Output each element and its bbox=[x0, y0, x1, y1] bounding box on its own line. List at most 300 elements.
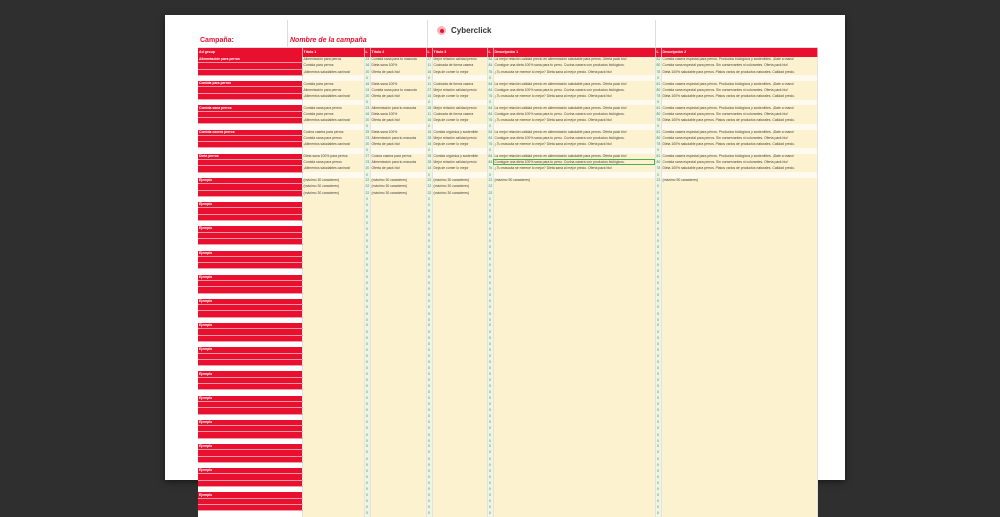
text-cell[interactable]: (máximo 30 caracteres) bbox=[302, 190, 364, 196]
length-cell[interactable]: 0 bbox=[426, 384, 432, 390]
length-cell[interactable]: 76 bbox=[488, 93, 493, 98]
length-cell[interactable]: 0 bbox=[487, 311, 493, 317]
length-cell[interactable]: 0 bbox=[487, 238, 493, 244]
length-cell[interactable]: 80 bbox=[656, 111, 661, 116]
text-cell[interactable] bbox=[493, 511, 655, 517]
length-cell[interactable]: 0 bbox=[487, 462, 493, 468]
length-cell[interactable]: 0 bbox=[426, 347, 432, 353]
text-cell[interactable]: Dieta sana 100% bbox=[370, 130, 426, 136]
text-cell[interactable]: Comida para perros bbox=[302, 111, 364, 117]
length-cell[interactable]: 0 bbox=[487, 444, 493, 450]
text-cell[interactable]: Mejor relación calidad precio bbox=[432, 57, 487, 63]
length-cell[interactable]: 76 bbox=[488, 69, 493, 74]
length-cell[interactable]: 0 bbox=[364, 474, 370, 480]
length-cell[interactable]: 78 bbox=[656, 142, 661, 147]
length-cell[interactable]: 0 bbox=[487, 353, 493, 359]
length-cell[interactable]: 11 bbox=[427, 81, 432, 86]
length-cell[interactable]: 0 bbox=[364, 208, 370, 214]
length-cell[interactable]: 0 bbox=[364, 221, 370, 227]
length-cell[interactable]: 0 bbox=[364, 280, 370, 286]
text-cell[interactable]: Deja de comer lo mejor bbox=[432, 166, 487, 172]
length-cell[interactable]: 0 bbox=[487, 474, 493, 480]
length-cell[interactable]: 24 bbox=[365, 87, 370, 92]
text-cell[interactable]: Deja de comer lo mejor bbox=[432, 142, 487, 148]
length-cell[interactable]: 22 bbox=[427, 184, 432, 189]
length-cell[interactable]: 0 bbox=[487, 269, 493, 275]
text-cell[interactable]: (máximo 30 caracteres) bbox=[302, 184, 364, 190]
length-cell[interactable]: 0 bbox=[426, 401, 432, 407]
length-cell[interactable]: 0 bbox=[426, 377, 432, 383]
length-cell[interactable]: 20 bbox=[365, 93, 370, 98]
length-cell[interactable]: 0 bbox=[364, 384, 370, 390]
length-cell[interactable]: 84 bbox=[488, 81, 493, 86]
length-cell[interactable]: 0 bbox=[364, 414, 370, 420]
text-cell[interactable]: Cocinada de forma casera bbox=[432, 63, 487, 69]
text-cell[interactable]: Comida orgánica y sostenible bbox=[432, 130, 487, 136]
length-cell[interactable]: 0 bbox=[655, 196, 661, 202]
length-cell[interactable]: 80 bbox=[656, 63, 661, 68]
length-cell[interactable]: 81 bbox=[656, 129, 661, 134]
column-header[interactable]: Título 3 bbox=[432, 48, 487, 57]
text-cell[interactable] bbox=[661, 511, 817, 517]
text-cell[interactable]: Dieta sana 100% bbox=[370, 81, 426, 87]
length-cell[interactable]: 0 bbox=[655, 438, 661, 444]
length-cell[interactable]: 0 bbox=[364, 269, 370, 275]
length-cell[interactable]: 0 bbox=[655, 299, 661, 305]
length-cell[interactable]: 0 bbox=[655, 172, 661, 178]
length-cell[interactable]: 0 bbox=[426, 293, 432, 299]
length-cell[interactable]: 0 bbox=[655, 511, 661, 517]
length-cell[interactable]: 0 bbox=[426, 280, 432, 286]
length-cell[interactable]: 0 bbox=[487, 347, 493, 353]
text-cell[interactable]: (máximo 30 caracteres) bbox=[432, 178, 487, 184]
length-cell[interactable]: 22 bbox=[656, 178, 661, 183]
length-cell[interactable]: 0 bbox=[655, 426, 661, 432]
length-cell[interactable]: 0 bbox=[487, 172, 493, 178]
text-cell[interactable]: Comida casera especial para perros. Productos biológicos y sostenibles. ¡Date a mano! bbox=[661, 154, 817, 160]
text-cell[interactable]: La mejor relación calidad precio en alimentación saludable para perros. Oferta pack bio! bbox=[493, 154, 655, 160]
length-cell[interactable]: 0 bbox=[426, 414, 432, 420]
length-cell[interactable]: 0 bbox=[655, 202, 661, 208]
text-cell[interactable]: (máximo 30 caracteres) bbox=[302, 178, 364, 184]
length-cell[interactable]: 81 bbox=[656, 105, 661, 110]
length-cell[interactable]: 80 bbox=[656, 136, 661, 140]
length-cell[interactable]: 0 bbox=[487, 390, 493, 396]
length-cell[interactable]: 0 bbox=[655, 317, 661, 323]
length-cell[interactable]: 0 bbox=[487, 100, 493, 106]
campaign-name-field[interactable]: Nombre de la campaña bbox=[290, 37, 367, 44]
length-cell[interactable]: 20 bbox=[365, 69, 370, 74]
length-cell[interactable]: 16 bbox=[427, 118, 432, 123]
text-cell[interactable]: Dieta 100% saludable para perros. Platos varios de productos naturales. Calidad precio. bbox=[661, 69, 817, 75]
text-cell[interactable]: ¡Alimentos saludables caninos! bbox=[302, 93, 364, 99]
length-cell[interactable]: 0 bbox=[655, 238, 661, 244]
length-cell[interactable]: 0 bbox=[364, 511, 370, 517]
length-cell[interactable]: 0 bbox=[487, 384, 493, 390]
length-cell[interactable]: 0 bbox=[364, 420, 370, 426]
column-header[interactable]: L bbox=[426, 48, 432, 57]
length-cell[interactable]: 24 bbox=[365, 57, 370, 62]
length-cell[interactable]: 0 bbox=[655, 263, 661, 269]
length-cell[interactable]: 0 bbox=[364, 335, 370, 341]
text-cell[interactable]: Oferta de pack bio! bbox=[370, 166, 426, 172]
length-cell[interactable]: 0 bbox=[364, 263, 370, 269]
text-cell[interactable]: Comida sana para perros bbox=[302, 135, 364, 141]
text-cell[interactable]: Comida sana especial para perros. Sin conservantes ni colorantes. Oferta pack bio! bbox=[661, 135, 817, 141]
length-cell[interactable]: 0 bbox=[487, 323, 493, 329]
length-cell[interactable]: 0 bbox=[364, 487, 370, 493]
length-cell[interactable]: 0 bbox=[487, 438, 493, 444]
length-cell[interactable]: 76 bbox=[488, 166, 493, 171]
ad-group-cell[interactable]: Comida para perros bbox=[198, 81, 302, 87]
length-cell[interactable]: 0 bbox=[655, 184, 661, 190]
length-cell[interactable]: 0 bbox=[364, 366, 370, 372]
length-cell[interactable]: 16 bbox=[427, 93, 432, 98]
length-cell[interactable]: 27 bbox=[365, 154, 370, 159]
length-cell[interactable]: 0 bbox=[655, 245, 661, 251]
text-cell[interactable]: Oferta de pack bio! bbox=[370, 69, 426, 75]
length-cell[interactable]: 0 bbox=[655, 420, 661, 426]
length-cell[interactable]: 16 bbox=[365, 81, 370, 86]
text-cell[interactable]: (máximo 30 caracteres) bbox=[432, 184, 487, 190]
length-cell[interactable]: 0 bbox=[364, 232, 370, 238]
length-cell[interactable]: 0 bbox=[487, 359, 493, 365]
column-header[interactable]: L bbox=[487, 48, 493, 57]
length-cell[interactable]: 28 bbox=[427, 136, 432, 140]
text-cell[interactable]: Comida sana especial para perros. Sin conservantes ni colorantes. Oferta pack bio! bbox=[661, 160, 817, 166]
text-cell[interactable]: La mejor relación calidad precio en alimentación saludable para perros. Oferta pack bio! bbox=[493, 105, 655, 111]
length-cell[interactable]: 0 bbox=[426, 251, 432, 257]
ad-group-cell[interactable]: Dieta perros bbox=[198, 154, 302, 160]
length-cell[interactable]: 0 bbox=[426, 323, 432, 329]
ad-group-cell[interactable]: Ejemplo bbox=[198, 396, 302, 402]
length-cell[interactable]: 0 bbox=[426, 305, 432, 311]
length-cell[interactable]: 0 bbox=[655, 414, 661, 420]
length-cell[interactable]: 0 bbox=[426, 75, 432, 81]
length-cell[interactable]: 0 bbox=[426, 202, 432, 208]
length-cell[interactable]: 0 bbox=[426, 208, 432, 214]
text-cell[interactable]: Comida sana especial para perros. Sin conservantes ni colorantes. Oferta pack bio! bbox=[661, 111, 817, 117]
length-cell[interactable]: 0 bbox=[655, 450, 661, 456]
length-cell[interactable]: 81 bbox=[656, 154, 661, 159]
length-cell[interactable]: 0 bbox=[655, 353, 661, 359]
length-cell[interactable]: 0 bbox=[487, 75, 493, 81]
text-cell[interactable]: Deja de comer lo mejor bbox=[432, 93, 487, 99]
length-cell[interactable]: 22 bbox=[427, 190, 432, 195]
text-cell[interactable]: Mejor relación calidad precio bbox=[432, 87, 487, 93]
length-cell[interactable]: 0 bbox=[364, 317, 370, 323]
length-cell[interactable]: 0 bbox=[426, 341, 432, 347]
ad-group-cell[interactable]: Ejemplo bbox=[198, 492, 302, 498]
text-cell[interactable] bbox=[432, 511, 487, 517]
length-cell[interactable]: 0 bbox=[655, 401, 661, 407]
length-cell[interactable]: 78 bbox=[656, 118, 661, 123]
length-cell[interactable]: 0 bbox=[364, 305, 370, 311]
ad-group-cell[interactable]: Ejemplo bbox=[198, 420, 302, 426]
length-cell[interactable]: 0 bbox=[487, 232, 493, 238]
ad-group-cell[interactable]: Comida casera perros bbox=[198, 130, 302, 136]
length-cell[interactable]: 0 bbox=[364, 341, 370, 347]
length-cell[interactable]: 0 bbox=[487, 299, 493, 305]
length-cell[interactable]: 0 bbox=[655, 75, 661, 81]
length-cell[interactable]: 0 bbox=[426, 390, 432, 396]
length-cell[interactable]: 22 bbox=[365, 190, 370, 195]
length-cell[interactable]: 0 bbox=[426, 511, 432, 517]
length-cell[interactable]: 0 bbox=[364, 401, 370, 407]
text-cell[interactable]: Mejor relación calidad precio bbox=[432, 105, 487, 111]
text-cell[interactable]: Comida casera especial para perros. Productos biológicos y sostenibles. ¡Date a mano! bbox=[661, 57, 817, 63]
length-cell[interactable]: 16 bbox=[427, 142, 432, 147]
length-cell[interactable]: 76 bbox=[488, 142, 493, 147]
text-cell[interactable]: ¿Tu mascota se merece lo mejor? Dieta sana al mejor precio. Oferta pack bio! bbox=[493, 117, 655, 123]
length-cell[interactable]: 0 bbox=[487, 287, 493, 293]
text-cell[interactable]: Comida casera especial para perros. Productos biológicos y sostenibles. ¡Date a mano! bbox=[661, 81, 817, 87]
length-cell[interactable]: 0 bbox=[487, 280, 493, 286]
length-cell[interactable]: 0 bbox=[426, 245, 432, 251]
text-cell[interactable]: Oferta de pack bio! bbox=[370, 142, 426, 148]
length-cell[interactable]: 0 bbox=[487, 214, 493, 220]
length-cell[interactable]: 0 bbox=[655, 232, 661, 238]
length-cell[interactable]: 0 bbox=[426, 408, 432, 414]
text-cell[interactable]: Dieta sana 100% para perros bbox=[302, 154, 364, 160]
length-cell[interactable]: 0 bbox=[426, 269, 432, 275]
length-cell[interactable]: 0 bbox=[487, 341, 493, 347]
text-cell[interactable]: ¿Tu mascota se merece lo mejor? Dieta sana al mejor precio. Oferta pack bio! bbox=[493, 142, 655, 148]
length-cell[interactable]: 0 bbox=[655, 432, 661, 438]
text-cell[interactable]: (máximo 30 caracteres) bbox=[370, 178, 426, 184]
length-cell[interactable]: 0 bbox=[426, 256, 432, 262]
length-cell[interactable]: 20 bbox=[365, 118, 370, 123]
text-cell[interactable]: (máximo 90 caracteres) bbox=[661, 178, 817, 184]
column-header[interactable]: Descripción 2 bbox=[661, 48, 817, 57]
length-cell[interactable]: 0 bbox=[655, 100, 661, 106]
length-cell[interactable]: 0 bbox=[364, 444, 370, 450]
length-cell[interactable]: 0 bbox=[487, 456, 493, 462]
length-cell[interactable]: 0 bbox=[364, 214, 370, 220]
length-cell[interactable]: 0 bbox=[487, 196, 493, 202]
length-cell[interactable]: 0 bbox=[487, 504, 493, 510]
text-cell[interactable]: Consigue una dieta 100% sana para tu perro. Cocina casera con productos biológicos. bbox=[493, 87, 655, 93]
text-cell[interactable]: Dieta 100% saludable para perros. Platos varios de productos naturales. Calidad precio. bbox=[661, 166, 817, 172]
length-cell[interactable]: 0 bbox=[426, 214, 432, 220]
column-header[interactable]: L bbox=[655, 48, 661, 57]
length-cell[interactable]: 0 bbox=[364, 492, 370, 498]
text-cell[interactable]: Dieta sana 100% bbox=[370, 111, 426, 117]
length-cell[interactable]: 0 bbox=[655, 408, 661, 414]
text-cell[interactable]: Comida sana para tu mascota bbox=[370, 87, 426, 93]
length-cell[interactable]: 0 bbox=[487, 408, 493, 414]
text-cell[interactable]: Oferta de pack bio! bbox=[370, 117, 426, 123]
length-cell[interactable]: 22 bbox=[365, 184, 370, 189]
length-cell[interactable]: 0 bbox=[487, 124, 493, 130]
length-cell[interactable]: 0 bbox=[655, 396, 661, 402]
text-cell[interactable] bbox=[370, 511, 426, 517]
length-cell[interactable]: 22 bbox=[488, 178, 493, 183]
length-cell[interactable]: 0 bbox=[655, 474, 661, 480]
length-cell[interactable]: 0 bbox=[426, 498, 432, 504]
text-cell[interactable]: La mejor relación calidad precio en alimentación saludable para perros. Oferta pack bio! bbox=[493, 130, 655, 136]
text-cell[interactable]: La mejor relación calidad precio en alimentación saludable para perros. Oferta pack bio! bbox=[493, 57, 655, 63]
length-cell[interactable]: 0 bbox=[426, 438, 432, 444]
length-cell[interactable]: 76 bbox=[488, 118, 493, 123]
length-cell[interactable]: 0 bbox=[655, 498, 661, 504]
length-cell[interactable]: 78 bbox=[656, 69, 661, 74]
text-cell[interactable]: Dieta 100% saludable para perros. Platos varios de productos naturales. Calidad precio. bbox=[661, 142, 817, 148]
text-cell[interactable]: ¿Tu mascota se merece lo mejor? Dieta sana al mejor precio. Oferta pack bio! bbox=[493, 69, 655, 75]
length-cell[interactable]: 0 bbox=[364, 450, 370, 456]
length-cell[interactable]: 78 bbox=[656, 93, 661, 98]
length-cell[interactable]: 0 bbox=[487, 305, 493, 311]
length-cell[interactable]: 0 bbox=[487, 226, 493, 232]
length-cell[interactable]: 0 bbox=[487, 263, 493, 269]
length-cell[interactable]: 0 bbox=[487, 256, 493, 262]
length-cell[interactable]: 0 bbox=[487, 487, 493, 493]
length-cell[interactable]: 0 bbox=[487, 148, 493, 154]
length-cell[interactable]: 0 bbox=[655, 341, 661, 347]
length-cell[interactable]: 22 bbox=[365, 178, 370, 183]
length-cell[interactable]: 0 bbox=[487, 329, 493, 335]
length-cell[interactable]: 28 bbox=[427, 160, 432, 165]
length-cell[interactable]: 0 bbox=[364, 124, 370, 130]
length-cell[interactable]: 84 bbox=[488, 136, 493, 140]
length-cell[interactable]: 0 bbox=[655, 226, 661, 232]
length-cell[interactable]: 0 bbox=[655, 504, 661, 510]
length-cell[interactable]: 22 bbox=[427, 178, 432, 183]
length-cell[interactable]: 0 bbox=[364, 275, 370, 281]
length-cell[interactable]: 0 bbox=[655, 323, 661, 329]
text-cell[interactable]: Mejor relación calidad precio bbox=[432, 160, 487, 166]
ad-group-cell[interactable]: Ejemplo bbox=[198, 347, 302, 353]
length-cell[interactable]: 0 bbox=[364, 172, 370, 178]
length-cell[interactable]: 0 bbox=[487, 371, 493, 377]
text-cell[interactable]: ¡Alimentos saludables caninos! bbox=[302, 117, 364, 123]
length-cell[interactable]: 25 bbox=[365, 129, 370, 134]
length-cell[interactable]: 0 bbox=[426, 462, 432, 468]
length-cell[interactable]: 0 bbox=[426, 474, 432, 480]
length-cell[interactable]: 84 bbox=[488, 154, 493, 159]
length-cell[interactable]: 16 bbox=[365, 63, 370, 68]
length-cell[interactable]: 20 bbox=[365, 166, 370, 171]
length-cell[interactable]: 0 bbox=[426, 487, 432, 493]
text-cell[interactable]: Consigue una dieta 100% sana para tu perro. Cocina casera con productos biológicos. bbox=[493, 135, 655, 141]
text-cell[interactable] bbox=[302, 511, 364, 517]
length-cell[interactable]: 0 bbox=[426, 456, 432, 462]
length-cell[interactable]: 0 bbox=[364, 347, 370, 353]
ad-group-cell[interactable]: Ejemplo bbox=[198, 202, 302, 208]
text-cell[interactable]: (máximo 90 caracteres) bbox=[493, 178, 655, 184]
length-cell[interactable]: 0 bbox=[426, 366, 432, 372]
ad-group-cell[interactable]: Ejemplo bbox=[198, 299, 302, 305]
length-cell[interactable]: 0 bbox=[487, 366, 493, 372]
length-cell[interactable]: 16 bbox=[427, 129, 432, 134]
text-cell[interactable]: Cocinada de forma casera bbox=[432, 81, 487, 87]
text-cell[interactable]: Dieta sana 100% bbox=[370, 63, 426, 69]
length-cell[interactable]: 0 bbox=[426, 196, 432, 202]
length-cell[interactable]: 0 bbox=[364, 202, 370, 208]
text-cell[interactable]: Comida casera especial para perros. Productos biológicos y sostenibles. ¡Date a mano! bbox=[661, 105, 817, 111]
length-cell[interactable]: 0 bbox=[655, 256, 661, 262]
ad-group-cell[interactable]: Comida sana perros bbox=[198, 105, 302, 111]
length-cell[interactable]: 0 bbox=[426, 221, 432, 227]
length-cell[interactable]: 0 bbox=[364, 245, 370, 251]
length-cell[interactable]: 27 bbox=[427, 87, 432, 92]
length-cell[interactable]: 0 bbox=[655, 148, 661, 154]
text-cell[interactable]: (máximo 30 caracteres) bbox=[432, 190, 487, 196]
length-cell[interactable]: 0 bbox=[487, 511, 493, 517]
column-header[interactable]: Ad group bbox=[198, 48, 302, 57]
length-cell[interactable]: 0 bbox=[364, 196, 370, 202]
length-cell[interactable]: 0 bbox=[487, 208, 493, 214]
length-cell[interactable]: 0 bbox=[426, 432, 432, 438]
length-cell[interactable]: 0 bbox=[655, 208, 661, 214]
length-cell[interactable]: 0 bbox=[487, 498, 493, 504]
length-cell[interactable]: 0 bbox=[426, 232, 432, 238]
length-cell[interactable]: 0 bbox=[655, 390, 661, 396]
length-cell[interactable]: 0 bbox=[364, 426, 370, 432]
text-cell[interactable]: Comida sana para perros bbox=[302, 160, 364, 166]
length-cell[interactable]: 0 bbox=[364, 432, 370, 438]
length-cell[interactable]: 0 bbox=[426, 100, 432, 106]
length-cell[interactable]: 80 bbox=[656, 160, 661, 165]
text-cell[interactable]: ¡Alimentos saludables caninos! bbox=[302, 166, 364, 172]
length-cell[interactable]: 0 bbox=[487, 468, 493, 474]
length-cell[interactable]: 0 bbox=[487, 492, 493, 498]
length-cell[interactable]: 0 bbox=[364, 498, 370, 504]
length-cell[interactable]: 27 bbox=[427, 57, 432, 62]
length-cell[interactable]: 11 bbox=[427, 63, 432, 68]
length-cell[interactable]: 0 bbox=[487, 480, 493, 486]
length-cell[interactable]: 84 bbox=[488, 63, 493, 68]
text-cell[interactable]: Comida orgánica y sostenible bbox=[432, 154, 487, 160]
ad-group-cell[interactable]: Ejemplo bbox=[198, 275, 302, 281]
length-cell[interactable]: 0 bbox=[426, 420, 432, 426]
length-cell[interactable]: 23 bbox=[365, 105, 370, 110]
length-cell[interactable]: 0 bbox=[655, 221, 661, 227]
length-cell[interactable]: 0 bbox=[655, 251, 661, 257]
length-cell[interactable]: 0 bbox=[655, 384, 661, 390]
length-cell[interactable]: 80 bbox=[656, 87, 661, 92]
length-cell[interactable]: 0 bbox=[655, 280, 661, 286]
length-cell[interactable]: 16 bbox=[365, 111, 370, 116]
length-cell[interactable]: 0 bbox=[655, 444, 661, 450]
length-cell[interactable]: 16 bbox=[427, 69, 432, 74]
length-cell[interactable]: 0 bbox=[364, 100, 370, 106]
length-cell[interactable]: 0 bbox=[426, 480, 432, 486]
length-cell[interactable]: 0 bbox=[655, 269, 661, 275]
text-cell[interactable]: Cocina casera para perros bbox=[370, 154, 426, 160]
length-cell[interactable]: 0 bbox=[426, 371, 432, 377]
length-cell[interactable]: 0 bbox=[487, 275, 493, 281]
text-cell[interactable]: Cocina casera para perros bbox=[302, 130, 364, 136]
length-cell[interactable]: 0 bbox=[364, 468, 370, 474]
text-cell[interactable]: ¿Tu mascota se merece lo mejor? Dieta sana al mejor precio. Oferta pack bio! bbox=[493, 93, 655, 99]
column-header[interactable]: L bbox=[364, 48, 370, 57]
column-header[interactable]: Título 1 bbox=[302, 48, 364, 57]
length-cell[interactable]: 0 bbox=[487, 317, 493, 323]
length-cell[interactable]: 0 bbox=[426, 226, 432, 232]
text-cell[interactable]: ¡Alimentos saludables caninos! bbox=[302, 69, 364, 75]
length-cell[interactable]: 0 bbox=[364, 377, 370, 383]
length-cell[interactable]: 0 bbox=[487, 401, 493, 407]
length-cell[interactable]: 0 bbox=[364, 287, 370, 293]
length-cell[interactable]: 81 bbox=[656, 57, 661, 62]
length-cell[interactable]: 0 bbox=[655, 371, 661, 377]
length-cell[interactable]: 0 bbox=[655, 462, 661, 468]
length-cell[interactable]: 0 bbox=[364, 256, 370, 262]
text-cell[interactable]: Alimentación para perros bbox=[302, 57, 364, 63]
ad-group-cell[interactable]: Alimentación para perros bbox=[198, 57, 302, 63]
length-cell[interactable]: 0 bbox=[487, 420, 493, 426]
